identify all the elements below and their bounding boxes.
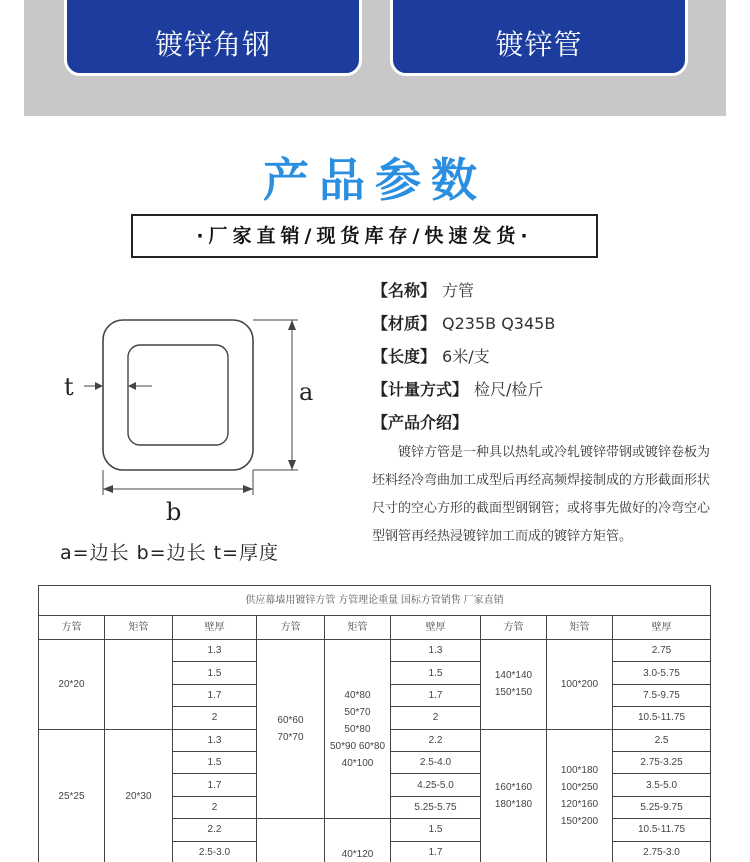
table-cell: 1.3 <box>173 640 257 662</box>
column-header: 壁厚 <box>391 616 481 640</box>
table-cell: 2.5-4.0 <box>391 751 481 773</box>
table-cell: 20*20 <box>39 640 105 730</box>
table-cell: 1.5 <box>173 662 257 684</box>
spec-table <box>38 585 711 862</box>
table-cell: 10.5-11.75 <box>613 707 711 729</box>
table-cell: 10.5-11.75 <box>613 819 711 841</box>
column-header: 方管 <box>481 616 547 640</box>
column-header: 方管 <box>257 616 325 640</box>
table-cell: 1.7 <box>391 841 481 862</box>
table-cell: 2.75-3.25 <box>613 751 711 773</box>
spec-key: 【计量方式】 <box>372 380 469 399</box>
spec-key: 【长度】 <box>372 347 437 366</box>
spec-key: 【产品介绍】 <box>372 413 469 432</box>
spec-value: 6米/支 <box>442 347 490 366</box>
category-label: 镀锌角钢 <box>154 28 271 61</box>
spec-name <box>372 274 722 307</box>
table-cell: 2.2 <box>173 819 257 841</box>
table-cell: 1.5 <box>391 819 481 841</box>
section-title: 产品参数 <box>263 153 487 207</box>
table-caption: 供应幕墙用镀锌方管 方管理论重量 国标方管销售 厂家直销 <box>39 586 711 616</box>
column-header: 方管 <box>39 616 105 640</box>
slogan-banner: ·厂家直销/现货库存/快速发货· <box>131 214 598 258</box>
table-cell: 4.25-5.0 <box>391 774 481 796</box>
spec-intro <box>372 406 722 439</box>
table-cell: 2 <box>173 796 257 818</box>
table-cell: 40*80 50*70 50*80 50*90 60*80 40*100 <box>325 640 391 819</box>
spec-key: 【名称】 <box>372 281 437 300</box>
table-cell <box>257 819 325 862</box>
table-cell: 1.7 <box>173 684 257 706</box>
table-cell: 100*180 100*250 120*160 150*200 <box>547 729 613 862</box>
table-cell: 2.75 <box>613 640 711 662</box>
table-cell: 20*30 <box>105 729 173 862</box>
column-header: 壁厚 <box>173 616 257 640</box>
column-header: 矩管 <box>105 616 173 640</box>
table-cell: 3.5-5.0 <box>613 774 711 796</box>
spec-table-wrap <box>38 585 710 862</box>
table-cell: 1.3 <box>173 729 257 751</box>
table-cell: 160*160 180*180 <box>481 729 547 862</box>
table-header-row <box>39 616 711 640</box>
spec-value: Q235B Q345B <box>442 314 556 333</box>
table-cell: 3.0-5.75 <box>613 662 711 684</box>
spec-length <box>372 340 722 373</box>
table-cell: 5.25-9.75 <box>613 796 711 818</box>
table-cell: 2.5 <box>613 729 711 751</box>
table-cell: 60*60 70*70 <box>257 640 325 819</box>
table-cell: 25*25 <box>39 729 105 862</box>
inner-profile <box>128 345 228 445</box>
table-cell: 2.75-3.0 <box>613 841 711 862</box>
table-cell <box>105 640 173 730</box>
table-cell: 1.7 <box>173 774 257 796</box>
category-card-galvanized-angle[interactable] <box>64 0 362 76</box>
spec-measure <box>372 373 722 406</box>
table-cell: 1.3 <box>391 640 481 662</box>
intro-paragraph: 镀锌方管是一种具以热轧或冷轧镀锌带钢或镀锌卷板为坯料经冷弯曲加工成型后再经高频焊接制成的方形截面形状尺寸的空心方形的截面型钢钢管；或将事先做好的冷弯空心型钢管再经热浸镀锌加工而成的镀锌方矩管。 <box>372 445 711 544</box>
a-label: a <box>299 378 314 406</box>
b-label: b <box>166 498 182 526</box>
category-label: 镀锌管 <box>495 28 583 61</box>
table-cell: 40*120 <box>325 819 391 862</box>
spec-list <box>372 274 722 551</box>
table-row <box>39 640 711 662</box>
diagram-legend: a=边长 b=边长 t=厚度 <box>60 542 279 564</box>
spec-key: 【材质】 <box>372 314 437 333</box>
table-cell: 2 <box>391 707 481 729</box>
column-header: 壁厚 <box>613 616 711 640</box>
t-label: t <box>64 373 74 401</box>
spec-material <box>372 307 722 340</box>
table-cell: 2.2 <box>391 729 481 751</box>
table-cell: 2.5-3.0 <box>173 841 257 862</box>
category-band <box>24 0 726 116</box>
table-cell: 7.5-9.75 <box>613 684 711 706</box>
table-cell: 1.5 <box>391 662 481 684</box>
column-header: 矩管 <box>547 616 613 640</box>
table-cell: 2 <box>173 707 257 729</box>
spec-value: 方管 <box>442 281 475 300</box>
table-cell: 100*200 <box>547 640 613 730</box>
column-header: 矩管 <box>325 616 391 640</box>
table-cell: 1.7 <box>391 684 481 706</box>
table-cell: 140*140 150*150 <box>481 640 547 730</box>
spec-value: 检尺/检斤 <box>474 380 544 399</box>
category-card-galvanized-pipe[interactable] <box>390 0 688 76</box>
outer-profile <box>103 320 253 470</box>
table-cell: 1.5 <box>173 751 257 773</box>
table-cell: 5.25-5.75 <box>391 796 481 818</box>
